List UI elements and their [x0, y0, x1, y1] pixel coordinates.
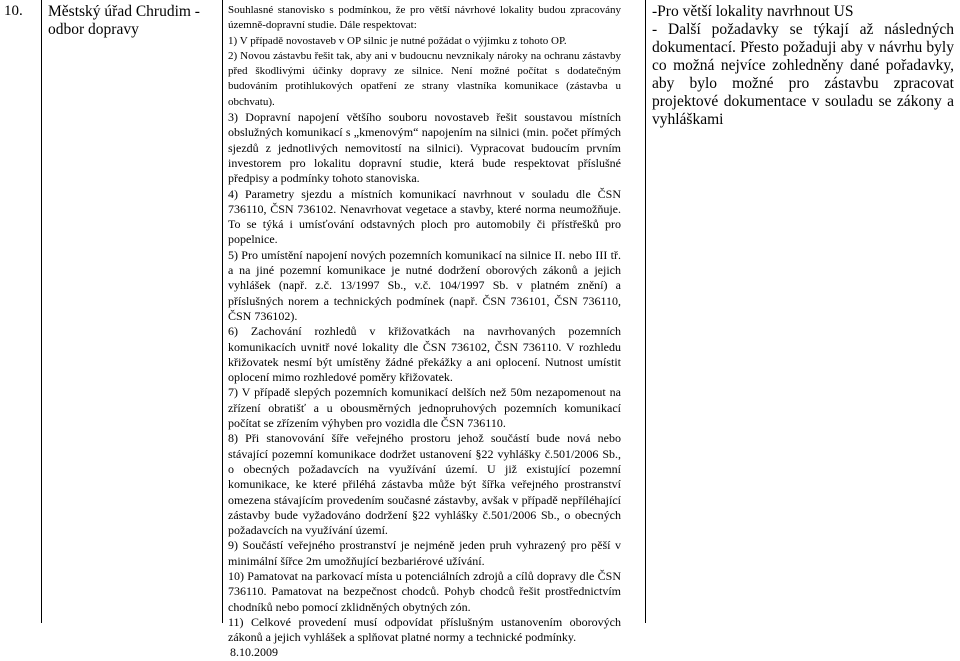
response-title: -Pro větší lokality navrhnout US — [652, 3, 854, 20]
response-cell — [652, 3, 954, 129]
requirement-item: 10) Pamatovat na parkovací místa u potenciálních zdrojů a cílů dopravy dle ČSN 736110. Pamatovat na bezpečnost chodců. Pohyb chodců řešit prostřednictvím chodníků nebo pomocí zklidněných obytných zón. — [228, 568, 621, 614]
statement-date: 8.10.2009 — [230, 645, 278, 660]
column-divider-2 — [222, 0, 223, 623]
requirement-item: 9) Součástí veřejného prostranství je nejméně jeden pruh vyhrazený pro pěší v minimální šířce 2m umožňující bezbariérové užívání. — [228, 538, 621, 568]
response-text: - Další požadavky se týkají až následných dokumentací. Přesto požaduji aby v návrhu byly co možná nejvíce zohledněny dané pořadavky, aby bylo možné pro zástavbu zpracovat projektové dokumentace v souladu se zákony a vyhláškami — [652, 21, 954, 128]
requirement-item: 5) Pro umístění napojení nových pozemních komunikací na silnice II. nebo III tř. a na jiné pozemní komunikace je nutné dodržení oborových zákonů a jejich vyhlášek (např. z.č. 13/1997 Sb., v.č. 104/1997 Sb. v platném znění) a příslušných norem a technických podmínek (např. ČSN 736101, ČSN 736110, ČSN 736102). — [228, 247, 621, 323]
requirement-item: 7) V případě slepých pozemních komunikací delších než 50m nezapomenout na zřízení obratišť a u obousměrných jednopruhových pozemních komunikací počítat se zřízením výhyben pro vozidla dle ČSN 736110. — [228, 385, 621, 431]
statement-intro: Souhlasné stanovisko s podmínkou, že pro větší návrhové lokality budou zpracovány územně-dopravní studie. Dále respektovat: — [228, 4, 621, 32]
column-divider-1 — [41, 0, 42, 623]
authority-name: Městský úřad Chrudim - odbor dopravy — [48, 3, 200, 38]
requirement-item: 1) V případě novostaveb v OP silnic je nutné požádat o výjimku z tohoto OP. — [228, 34, 567, 47]
requirement-item: 2) Novou zástavbu řešit tak, aby ani v budoucnu nevznikaly nároky na ochranu zástavby před škodlivými účinky dopravy ze silnice. Není možné počítat s dodatečným budováním protihlukových opatření ze strany vlastníka komunikace (zástavba u obchvatu). — [228, 49, 621, 108]
requirement-item: 4) Parametry sjezdu a místních komunikací navrhnout v souladu dle ČSN 736110, ČSN 736102. Nenavrhovat vegetace a stavby, které norma neumožňuje. To se týká i umísťování odstavných ploch pro automobily či přístřešků pro popelnice. — [228, 186, 621, 247]
requirement-item: 11) Celkové provedení musí odpovídat příslušným ustanovením oborových zákonů a jejich vyhlášek a splňovat platné normy a technické podmínky. — [228, 614, 621, 645]
statement-text — [228, 3, 621, 661]
row-number: 10. — [4, 3, 23, 19]
column-divider-3 — [645, 0, 646, 623]
requirement-item: 3) Dopravní napojení většího souboru novostaveb řešit soustavou místních obslužných komunikací s „kmenovým“ napojením na silnici (min. počet přímých sjezdů z jednotlivých nemovitostí na silnici). Vypracovat budoucím prvním investorem pro lokalitu dopravní studie, která bude respektovat příslušné předpisy a podmínky tohoto stanoviska. — [228, 110, 621, 186]
requirement-item: 8) Při stanovování šíře veřejného prostoru jehož součástí bude nová nebo stávající pozemní komunikace dodržet ustanovení §22 vyhlášky č.501/2006 Sb., o obecných požadavcích na využívání území. U již existující pozemní komunikace, ke které přiléhá zástavba může být šířka veřejného prostranství omezena stávajícím provedením současné zástavby, avšak v případě nepříléhající zástavby bude vyžadováno dodržení §22 vyhlášky č.501/2006 Sb., o obecných požadavcích na využívání území. — [228, 431, 621, 538]
requirement-item: 6) Zachování rozhledů v křižovatkách na navrhovaných pozemních komunikacích uvnitř nové lokality dle ČSN 736102, ČSN 736110. V rozhledu křižovatek nesmí být umístěny žádné překážky a ani oplocení. Nutnost umístit oplocení mimo rozhledové poměry křižovatek. — [228, 324, 621, 385]
